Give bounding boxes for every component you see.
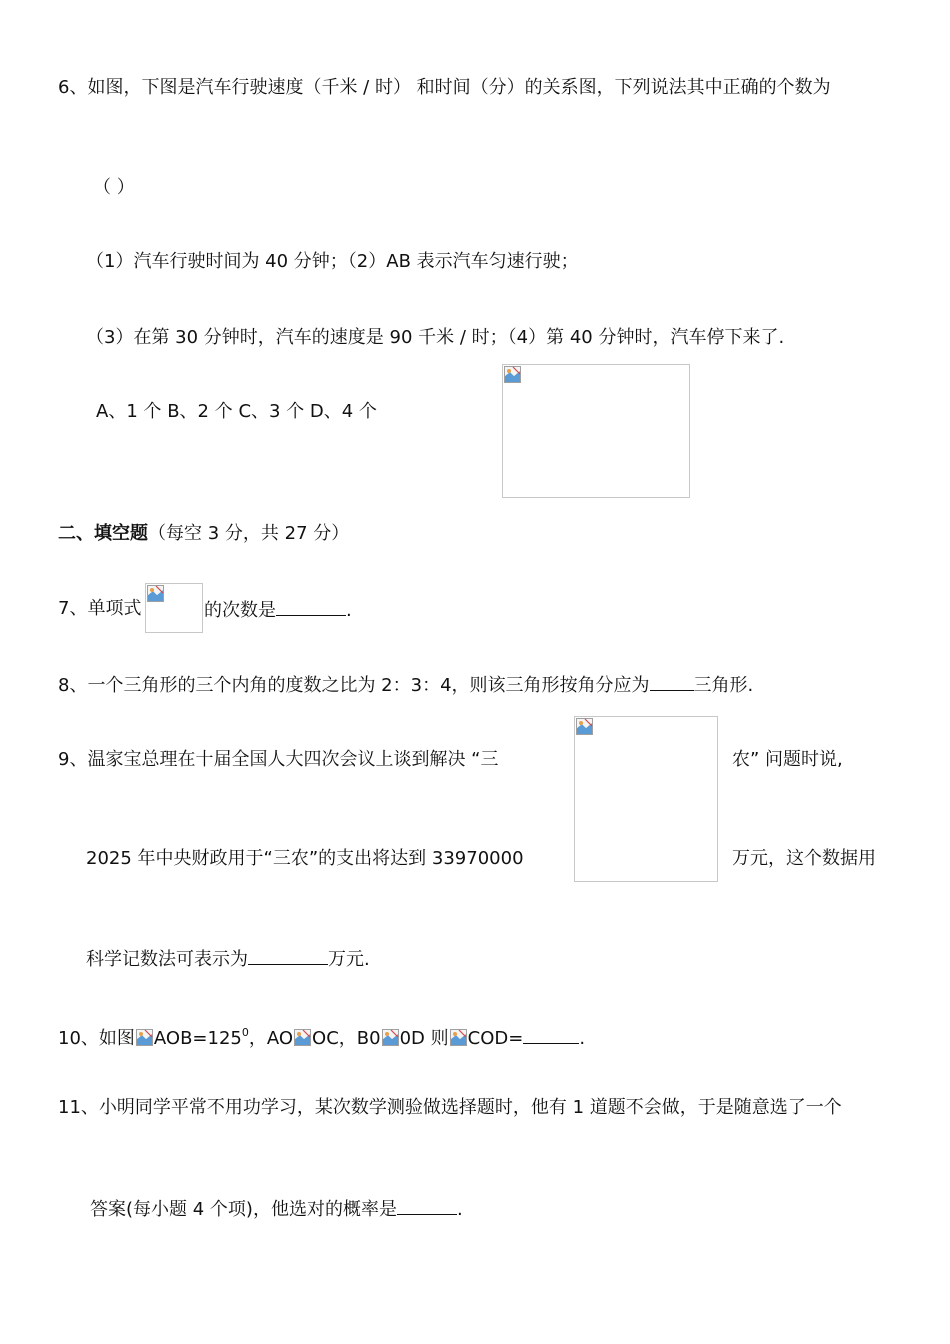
q6-answer-paren: （ ）	[93, 177, 135, 198]
q11-blank[interactable]	[397, 1196, 457, 1215]
q8-end: 三角形.	[693, 675, 754, 696]
angle-symbol-image	[450, 1029, 467, 1046]
q11-line2	[90, 1196, 463, 1222]
q10-angle-figure-image	[574, 716, 718, 882]
q11-line2-text: 答案(每小题 4 个项)，他选对的概率是	[90, 1199, 397, 1220]
q11-end: .	[456, 1199, 463, 1220]
q6-stem: 6、如图，下图是汽车行驶速度（千米 / 时） 和时间（分）的关系图，下列说法其中正确的个数为	[58, 77, 831, 98]
q8-line	[58, 672, 753, 698]
q10-line	[58, 1021, 585, 1051]
broken-image-icon	[504, 366, 521, 383]
q11-line1: 11、小明同学平常不用功学习，某次数学测验做选择题时，他有 1 道题不会做，于是随意选了一个	[58, 1097, 842, 1118]
section2-heading	[58, 522, 349, 546]
broken-image-icon	[136, 1029, 153, 1046]
q7-pre: 7、单项式	[58, 598, 142, 619]
q9-line1-left: 9、温家宝总理在十届全国人大四次会议上谈到解决 “三	[58, 749, 499, 770]
q7-end: .	[346, 600, 352, 621]
q6-graph-image	[502, 364, 690, 498]
perpendicular-symbol-image	[294, 1029, 311, 1046]
broken-image-icon	[294, 1029, 311, 1046]
section2-title: 二、填空题	[58, 523, 148, 544]
q9-line3	[86, 946, 370, 972]
q10-degree-sup: 0	[241, 1026, 249, 1039]
broken-image-icon	[576, 718, 593, 735]
q6-choices: A、1 个 B、2 个 C、3 个 D、4 个	[96, 401, 377, 422]
q10-p4: OC，B0	[312, 1028, 381, 1049]
q9-line2-right: 万元，这个数据用	[732, 848, 876, 869]
q9-line3-text: 科学记数法可表示为	[86, 949, 248, 970]
q10-p6: COD=	[467, 1028, 524, 1049]
q9-line1-right: 农” 问题时说,	[732, 749, 843, 770]
broken-image-icon	[382, 1029, 399, 1046]
q7-blank[interactable]	[276, 597, 346, 616]
broken-image-icon	[450, 1029, 467, 1046]
q9-blank[interactable]	[248, 946, 328, 965]
angle-symbol-image	[136, 1029, 153, 1046]
q6-statement-1-2: （1）汽车行驶时间为 40 分钟；（2）AB 表示汽车匀速行驶；	[86, 251, 579, 272]
q7-monomial-image	[145, 583, 203, 633]
q10-p3: ，AO	[248, 1028, 294, 1049]
q10-p1: 10、如图	[58, 1028, 135, 1049]
broken-image-icon	[147, 585, 164, 602]
q8-text: 8、一个三角形的三个内角的度数之比为 2：3：4，则该三角形按角分应为	[58, 675, 650, 696]
q10-p2: AOB=125	[153, 1028, 242, 1049]
q10-end: .	[579, 1028, 586, 1049]
q10-blank[interactable]	[523, 1025, 579, 1044]
q10-p5: 0D 则	[399, 1028, 449, 1049]
q9-line3-end: 万元.	[328, 949, 370, 970]
perpendicular-symbol-image	[382, 1029, 399, 1046]
q6-statement-3-4: （3）在第 30 分钟时，汽车的速度是 90 千米 / 时；（4）第 40 分钟时，汽车停下来了.	[86, 327, 785, 348]
q7-post-group	[204, 597, 352, 623]
q7-post: 的次数是	[204, 600, 276, 621]
q8-blank[interactable]	[650, 672, 694, 691]
section2-note: （每空 3 分，共 27 分）	[148, 523, 350, 544]
q9-line2-left: 2025 年中央财政用于“三农”的支出将达到 33970000	[86, 848, 524, 869]
